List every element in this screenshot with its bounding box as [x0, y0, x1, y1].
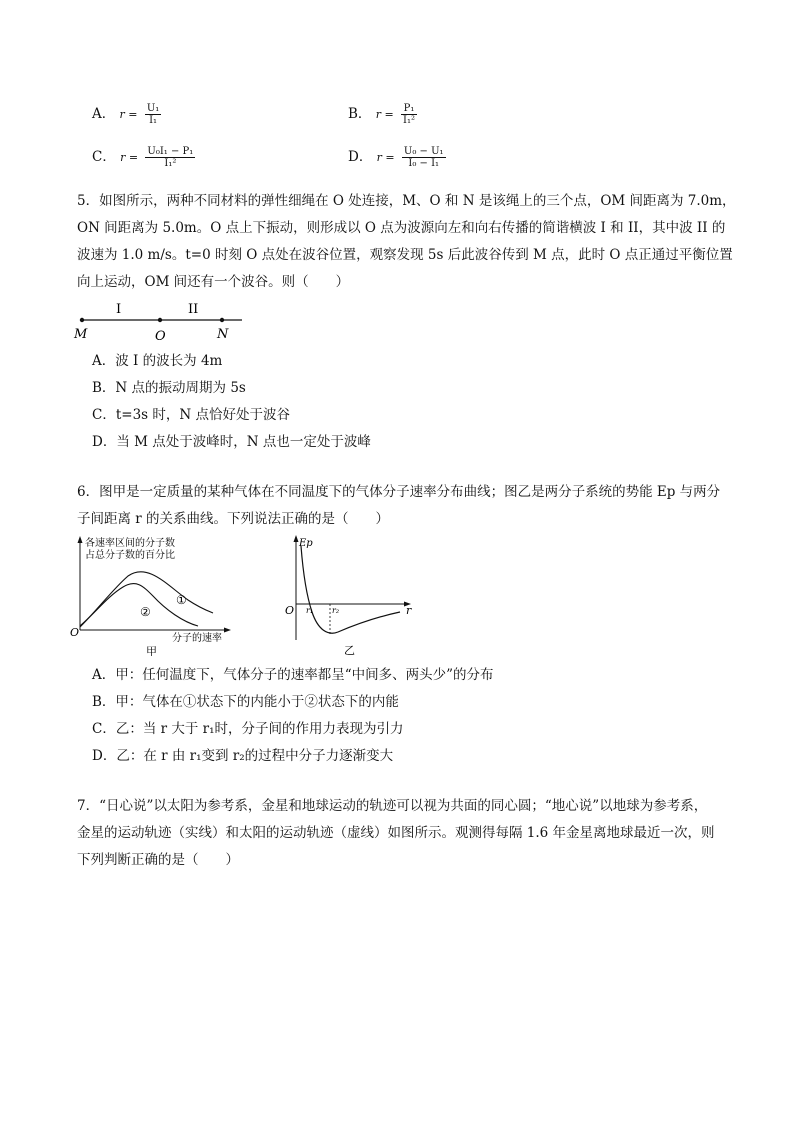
- r1-label: r₁: [306, 606, 314, 615]
- y-axis-label-line-1: 各速率区间的分子数: [85, 538, 175, 549]
- q6-choice-b: B．甲：气体在①状态下的内能小于②状态下的内能: [92, 694, 399, 710]
- q4-option-d: D． r = $\frac{\text{U₀ − U₁}}{\text{I₀ − I₁}}$: [348, 146, 444, 169]
- q5-line: 5．如图所示，两种不同材料的弹性细绳在 O 处连接，M、O 和 N 是该绳上的三个点，OM 间距离为 7.0m，: [77, 193, 736, 209]
- wave-ii-label: II: [188, 302, 199, 317]
- point-o-label: O: [155, 329, 166, 344]
- q5-choice-d: D．当 M 点处于波峰时，N 点也一定处于波峰: [92, 434, 371, 450]
- fraction: $\frac{\text{P₁}}{\text{I₁²}}$: [403, 103, 415, 126]
- q6-line: 6．图甲是一定质量的某种气体在不同温度下的气体分子速率分布曲线；图乙是两分子系统的势能 Ep 与两分: [77, 484, 721, 500]
- q5-line: 向上运动，OM 间还有一个波谷。则（ ）: [77, 274, 350, 290]
- x-axis-label: r: [406, 604, 412, 617]
- q7-line: 金星的运动轨迹（实线）和太阳的运动轨迹（虚线）如图所示。观测得每隔 1.6 年金星离地球最近一次，则: [77, 825, 715, 841]
- point-m-label: M: [74, 327, 88, 342]
- r2-label: r₂: [332, 606, 340, 615]
- q5-choice-b: B．N 点的振动周期为 5s: [92, 380, 246, 396]
- q6-line: 子间距离 r 的关系曲线。下列说法正确的是（ ）: [77, 511, 390, 527]
- q5-choice-c: C．t=3s 时，N 点恰好处于波谷: [92, 407, 290, 423]
- origin-label: O: [70, 626, 80, 639]
- y-axis-label-line-2: 占总分子数的百分比: [85, 550, 175, 561]
- q7-line: 下列判断正确的是（ ）: [77, 852, 239, 868]
- origin-label: O: [285, 604, 295, 617]
- point-n-dot: [220, 318, 224, 322]
- q6-choice-a: A．甲：任何温度下，气体分子的速率都呈“中间多、两头少”的分布: [92, 667, 494, 683]
- wave-i-label: I: [116, 302, 122, 317]
- speed-distribution-figure: [68, 534, 243, 656]
- q4-option-a: A． r = $\frac{\text{U₁}}{\text{I₁}}$: [92, 103, 160, 126]
- y-axis-arrow: [78, 536, 83, 543]
- figure-caption: 乙: [344, 644, 355, 656]
- x-axis-label: 分子的速率: [172, 633, 222, 644]
- curve-1-label: ①: [176, 593, 187, 607]
- q4-option-b: B． r = $\frac{\text{P₁}}{\text{I₁²}}$: [348, 103, 415, 126]
- q6-choice-d: D．乙：在 r 由 r₁变到 r₂的过程中分子力逐渐变大: [92, 748, 394, 764]
- q7-line: 7．“日心说”以太阳为参考系，金星和地球运动的轨迹可以视为共面的同心圆；“地心说”以地球为参考系，: [77, 798, 708, 814]
- point-m-dot: [80, 318, 84, 322]
- fraction: $\frac{\text{U₁}}{\text{I₁}}$: [146, 103, 160, 126]
- point-n-label: N: [217, 327, 229, 342]
- figure-caption: 甲: [146, 645, 157, 656]
- q5-rope-figure: [70, 298, 250, 344]
- curve-2-label: ②: [140, 605, 151, 619]
- y-axis-label: Ep: [299, 538, 313, 549]
- x-axis-arrow: [224, 628, 231, 633]
- potential-energy-figure: [282, 532, 417, 656]
- y-axis-arrow: [294, 535, 299, 542]
- q5-line: ON 间距离为 5.0m。O 点上下振动，则形成以 O 点为波源向左和向右传播的简谐横波 I 和 II，其中波 II 的: [77, 220, 726, 236]
- q5-line: 波速为 1.0 m/s。t=0 时刻 O 点处在波谷位置，观察发现 5s 后此波谷传到 M 点，此时 O 点正通过平衡位置: [77, 247, 733, 263]
- q4-option-c: C． r = $\frac{\text{U₀I₁ − P₁}}{\text{I₁²}}$: [92, 146, 194, 169]
- fraction: $\frac{\text{U₀ − U₁}}{\text{I₀ − I₁}}$: [403, 146, 444, 169]
- point-o-dot: [158, 318, 162, 322]
- fraction: $\frac{\text{U₀I₁ − P₁}}{\text{I₁²}}$: [147, 146, 194, 169]
- potential-curve: [301, 546, 400, 633]
- q5-choice-a: A．波 I 的波长为 4m: [92, 353, 223, 369]
- q6-choice-c: C．乙：当 r 大于 r₁时，分子间的作用力表现为引力: [92, 721, 404, 737]
